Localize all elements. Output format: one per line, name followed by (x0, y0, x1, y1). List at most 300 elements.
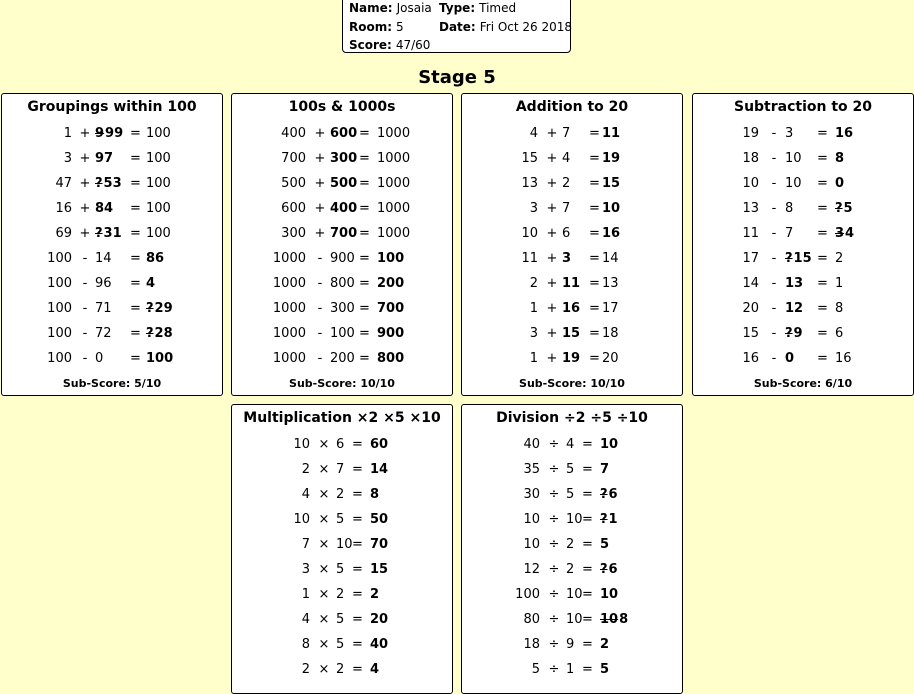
equals-sign: = (589, 201, 600, 216)
result-value: 17 (602, 301, 619, 316)
operand-b-value: 10 (566, 587, 583, 602)
operand-a: 100 (47, 351, 72, 366)
sub-score: Sub-Score: 6/10 (753, 377, 853, 390)
operand-b (562, 176, 571, 191)
operand-a: 8 (301, 637, 310, 652)
operand-b (566, 462, 575, 477)
operand-a: 47 (55, 176, 72, 191)
operand-b-value: 5 (336, 637, 345, 652)
equals-sign: = (589, 251, 600, 266)
operator: × (318, 662, 330, 677)
result (146, 201, 172, 216)
result-value: 16 (835, 351, 852, 366)
problem-row (462, 562, 682, 582)
operand-b-value: 300 (330, 151, 358, 166)
result-value: 100 (146, 126, 171, 141)
panel-title: Subtraction to 20 (733, 99, 873, 115)
operand-a: 700 (281, 151, 306, 166)
result (835, 126, 854, 141)
operand-b (336, 462, 345, 477)
result-value: 14 (370, 462, 389, 477)
equals-sign: = (582, 612, 593, 627)
problem-row (693, 201, 913, 221)
result-value: 50 (370, 512, 389, 527)
result (835, 301, 844, 316)
operand-a: 2 (301, 462, 310, 477)
result (377, 301, 405, 316)
operand-b (330, 151, 358, 166)
equals-sign: = (359, 201, 370, 216)
result (602, 201, 621, 216)
operand-a: 30 (523, 487, 540, 502)
wrong-answer: ? (600, 562, 608, 577)
operand-b (95, 301, 113, 316)
equals-sign: = (130, 301, 141, 316)
operand-b-value: 3 (562, 251, 572, 266)
equals-sign: = (130, 176, 141, 191)
result (146, 251, 165, 266)
operator: - (82, 276, 88, 291)
result-value: 2 (370, 587, 380, 602)
result-value: 60 (370, 437, 389, 452)
room-value: 5 (396, 20, 404, 34)
operand-b-value: 4 (566, 437, 575, 452)
operand-b-value: 10 (336, 537, 353, 552)
operand-b-value: 7 (785, 226, 794, 241)
operand-a: 1000 (272, 276, 306, 291)
equals-sign: = (589, 276, 600, 291)
room-row (349, 20, 404, 34)
operand-b-value: 400 (330, 201, 358, 216)
problem-row (2, 301, 222, 321)
problem-row (462, 351, 682, 371)
panel-100s-and-1000s (231, 93, 453, 396)
date-value: Fri Oct 26 2018 (479, 20, 573, 34)
problem-row (462, 326, 682, 346)
operand-b (566, 662, 575, 677)
operand-b-value: 14 (95, 251, 112, 266)
result-value: 20 (370, 612, 389, 627)
operator: × (318, 462, 330, 477)
wrong-answer: ? (146, 326, 154, 341)
equals-sign: = (130, 226, 141, 241)
problem-row (232, 126, 452, 146)
type-label: Type: (439, 1, 476, 15)
problem-row (2, 326, 222, 346)
operand-a: 300 (281, 226, 306, 241)
operand-a: 3 (63, 151, 72, 166)
problem-row (693, 326, 913, 346)
operator: - (771, 276, 777, 291)
operand-b (562, 151, 571, 166)
result (370, 437, 389, 452)
operator: - (771, 151, 777, 166)
result (600, 662, 610, 677)
operand-a: 10 (521, 226, 538, 241)
result (602, 176, 621, 191)
panel-division (461, 404, 683, 694)
operand-b (785, 326, 804, 341)
operand-a: 100 (515, 587, 540, 602)
correct-answer: 8 (619, 612, 629, 627)
operator: ÷ (548, 487, 560, 502)
result-value: 800 (377, 351, 405, 366)
operand-b-value: 900 (330, 251, 355, 266)
problem-row (2, 226, 222, 246)
operand-a: 100 (47, 251, 72, 266)
operand-a: 3 (301, 562, 310, 577)
operand-a: 10 (293, 512, 310, 527)
result-value: 2 (835, 251, 844, 266)
equals-sign: = (589, 126, 600, 141)
wrong-answer: 10 (600, 612, 619, 627)
equals-sign: = (359, 226, 370, 241)
operand-b-value: 2 (336, 587, 345, 602)
student-info-box (342, 0, 571, 53)
operand-b (95, 351, 104, 366)
operator: + (546, 226, 558, 241)
equals-sign: = (582, 587, 593, 602)
equals-sign: = (352, 562, 363, 577)
result (377, 151, 411, 166)
equals-sign: = (352, 437, 363, 452)
result-value: 100 (146, 351, 174, 366)
operand-b-value: 800 (330, 276, 355, 291)
result (835, 151, 845, 166)
result-value: 8 (835, 151, 845, 166)
problem-row (462, 126, 682, 146)
problem-row (462, 487, 682, 507)
operator: + (546, 301, 558, 316)
problem-row (232, 201, 452, 221)
result (600, 437, 619, 452)
operand-b-value: 2 (336, 487, 345, 502)
result-value: 5 (600, 662, 610, 677)
problem-row (693, 126, 913, 146)
result (602, 251, 620, 266)
operand-b (785, 351, 795, 366)
problem-row (693, 176, 913, 196)
operand-a: 15 (742, 326, 759, 341)
operand-b (330, 301, 356, 316)
operand-b (336, 537, 354, 552)
sub-score: Sub-Score: 10/10 (519, 377, 625, 390)
result (377, 176, 411, 191)
operand-b-value: 7 (562, 126, 571, 141)
operand-b-value: 97 (95, 151, 114, 166)
equals-sign: = (352, 537, 363, 552)
result (146, 326, 174, 341)
operand-b (95, 251, 113, 266)
result-value: 1000 (377, 226, 411, 241)
problem-row (462, 662, 682, 682)
operand-b (95, 226, 123, 241)
operator: - (82, 301, 88, 316)
problem-row (232, 487, 452, 507)
operand-b (562, 301, 581, 316)
equals-sign: = (130, 251, 141, 266)
problem-row (2, 151, 222, 171)
result-value: 100 (146, 226, 171, 241)
result-value: 10 (600, 437, 619, 452)
result-value: 10 (600, 587, 619, 602)
panel-subtraction-to-20 (692, 93, 914, 396)
operator: + (546, 326, 558, 341)
operand-b (95, 176, 123, 191)
result (600, 487, 619, 502)
equals-sign: = (582, 462, 593, 477)
problem-row (693, 251, 913, 271)
equals-sign: = (130, 201, 141, 216)
problem-row (462, 437, 682, 457)
score-value: 47/60 (395, 38, 431, 52)
wrong-answer: 9 (95, 126, 105, 141)
result-value: 2 (600, 637, 610, 652)
operand-b (785, 151, 803, 166)
operator: + (546, 351, 558, 366)
result-value: 5 (600, 537, 610, 552)
problem-row (232, 587, 452, 607)
operator: + (79, 151, 91, 166)
operand-b (95, 326, 113, 341)
operator: - (82, 251, 88, 266)
operator: + (314, 176, 326, 191)
operator: - (771, 251, 777, 266)
operand-b (785, 301, 804, 316)
operand-b-value: 5 (566, 487, 575, 502)
operator: - (771, 226, 777, 241)
operand-b (566, 562, 575, 577)
problem-row (693, 226, 913, 246)
result-value: 1000 (377, 151, 411, 166)
operand-a: 1 (63, 126, 72, 141)
type-value: Timed (479, 1, 517, 15)
problem-row (693, 351, 913, 371)
result-value: 1000 (377, 201, 411, 216)
operand-b (336, 487, 345, 502)
problem-row (232, 176, 452, 196)
equals-sign: = (589, 326, 600, 341)
operator: - (82, 351, 88, 366)
operand-b-value: 200 (330, 351, 355, 366)
wrong-answer: ? (146, 301, 154, 316)
result-value: 900 (377, 326, 405, 341)
problem-row (2, 251, 222, 271)
result (602, 126, 621, 141)
problem-row (462, 537, 682, 557)
operator: + (546, 151, 558, 166)
problem-row (2, 126, 222, 146)
panel-title: Groupings within 100 (27, 99, 197, 115)
operand-a: 17 (742, 251, 759, 266)
problem-row (232, 326, 452, 346)
equals-sign: = (130, 326, 141, 341)
operand-a: 1000 (272, 251, 306, 266)
result (600, 562, 619, 577)
operand-a: 100 (47, 301, 72, 316)
result (377, 201, 411, 216)
operand-b (566, 487, 575, 502)
problem-row (232, 276, 452, 296)
result (835, 201, 854, 216)
operator: ÷ (548, 562, 560, 577)
equals-sign: = (817, 301, 828, 316)
operator: + (79, 176, 91, 191)
operand-a: 10 (742, 176, 759, 191)
operand-b (785, 226, 794, 241)
operator: - (771, 176, 777, 191)
result (835, 251, 844, 266)
result (370, 462, 389, 477)
problem-row (232, 562, 452, 582)
result-value: 18 (602, 326, 619, 341)
result (835, 326, 844, 341)
operand-a: 1 (529, 301, 538, 316)
result (835, 276, 844, 291)
operand-b (562, 201, 571, 216)
correct-answer: 53 (103, 176, 122, 191)
result-value: 70 (370, 537, 389, 552)
operand-a: 18 (523, 637, 540, 652)
operand-b-value: 600 (330, 126, 358, 141)
operator: + (546, 176, 558, 191)
operand-b-value: 3 (785, 126, 794, 141)
panel-title: Addition to 20 (515, 99, 629, 115)
operator: + (546, 276, 558, 291)
wrong-answer: ? (95, 176, 103, 191)
result-value: 100 (146, 151, 171, 166)
operand-a: 100 (47, 276, 72, 291)
result-value: 1 (835, 276, 844, 291)
problem-row (232, 301, 452, 321)
operand-b (566, 612, 584, 627)
result (377, 326, 405, 341)
operand-a: 13 (521, 176, 538, 191)
correct-answer: 31 (103, 226, 122, 241)
result-value: 15 (602, 176, 621, 191)
result (370, 562, 389, 577)
operand-a: 16 (742, 351, 759, 366)
result-value: 6 (835, 326, 844, 341)
result-value: 11 (602, 126, 621, 141)
operand-b (330, 351, 356, 366)
result (600, 462, 610, 477)
operand-b-value: 500 (330, 176, 358, 191)
result-value: 4 (146, 276, 156, 291)
result (146, 226, 172, 241)
name-label: Name: (349, 1, 393, 15)
operand-a: 100 (47, 326, 72, 341)
operand-b-value: 6 (562, 226, 571, 241)
problem-row (693, 276, 913, 296)
operand-b (336, 662, 345, 677)
result (377, 126, 411, 141)
panel-title: Multiplication ×2 ×5 ×10 (243, 410, 441, 426)
problem-row (693, 151, 913, 171)
operand-a: 13 (742, 201, 759, 216)
operator: + (79, 226, 91, 241)
result-value: 700 (377, 301, 405, 316)
operator: - (771, 201, 777, 216)
equals-sign: = (589, 226, 600, 241)
result-value: 200 (377, 276, 405, 291)
result (370, 487, 380, 502)
problem-row (462, 226, 682, 246)
operand-b (566, 512, 584, 527)
equals-sign: = (817, 151, 828, 166)
score-row (349, 38, 430, 52)
operator: × (318, 587, 330, 602)
operand-b-value: 8 (785, 201, 794, 216)
problem-row (232, 662, 452, 682)
problem-row (2, 351, 222, 371)
operand-b-value: 9 (566, 637, 575, 652)
operand-b (785, 126, 794, 141)
operator: - (771, 351, 777, 366)
operand-a: 12 (523, 562, 540, 577)
equals-sign: = (359, 326, 370, 341)
result-value: 8 (370, 487, 380, 502)
result-value: 19 (602, 151, 621, 166)
operand-b-value: 2 (562, 176, 571, 191)
equals-sign: = (352, 587, 363, 602)
problem-row (462, 301, 682, 321)
wrong-answer: ? (600, 512, 608, 527)
operand-b-value: 13 (785, 276, 804, 291)
result-value: 8 (835, 301, 844, 316)
operator: × (318, 512, 330, 527)
operand-a: 3 (529, 326, 538, 341)
correct-answer: 5 (843, 201, 853, 216)
equals-sign: = (130, 126, 141, 141)
result (370, 637, 389, 652)
problem-row (232, 512, 452, 532)
result (602, 276, 620, 291)
name-row (349, 1, 432, 15)
panel-addition-to-20 (461, 93, 683, 396)
operator: - (771, 301, 777, 316)
equals-sign: = (817, 126, 828, 141)
operand-a: 20 (742, 301, 759, 316)
result (146, 176, 172, 191)
equals-sign: = (352, 487, 363, 502)
operator: + (79, 201, 91, 216)
problem-row (2, 176, 222, 196)
wrong-answer: ? (95, 226, 103, 241)
operator: - (317, 251, 323, 266)
operand-a: 2 (301, 662, 310, 677)
operator: - (82, 326, 88, 341)
operator: + (314, 151, 326, 166)
equals-sign: = (359, 251, 370, 266)
operand-b (330, 326, 356, 341)
operand-b (336, 512, 345, 527)
operand-b (785, 251, 813, 266)
operator: + (314, 126, 326, 141)
operand-a: 18 (742, 151, 759, 166)
operand-a: 4 (529, 126, 538, 141)
result (602, 226, 621, 241)
operator: × (318, 562, 330, 577)
operator: - (317, 276, 323, 291)
operand-b (336, 612, 345, 627)
problem-row (232, 226, 452, 246)
equals-sign: = (130, 151, 141, 166)
equals-sign: = (582, 537, 593, 552)
operand-b-value: 2 (336, 662, 345, 677)
operand-b (566, 637, 575, 652)
result-value: 4 (370, 662, 380, 677)
